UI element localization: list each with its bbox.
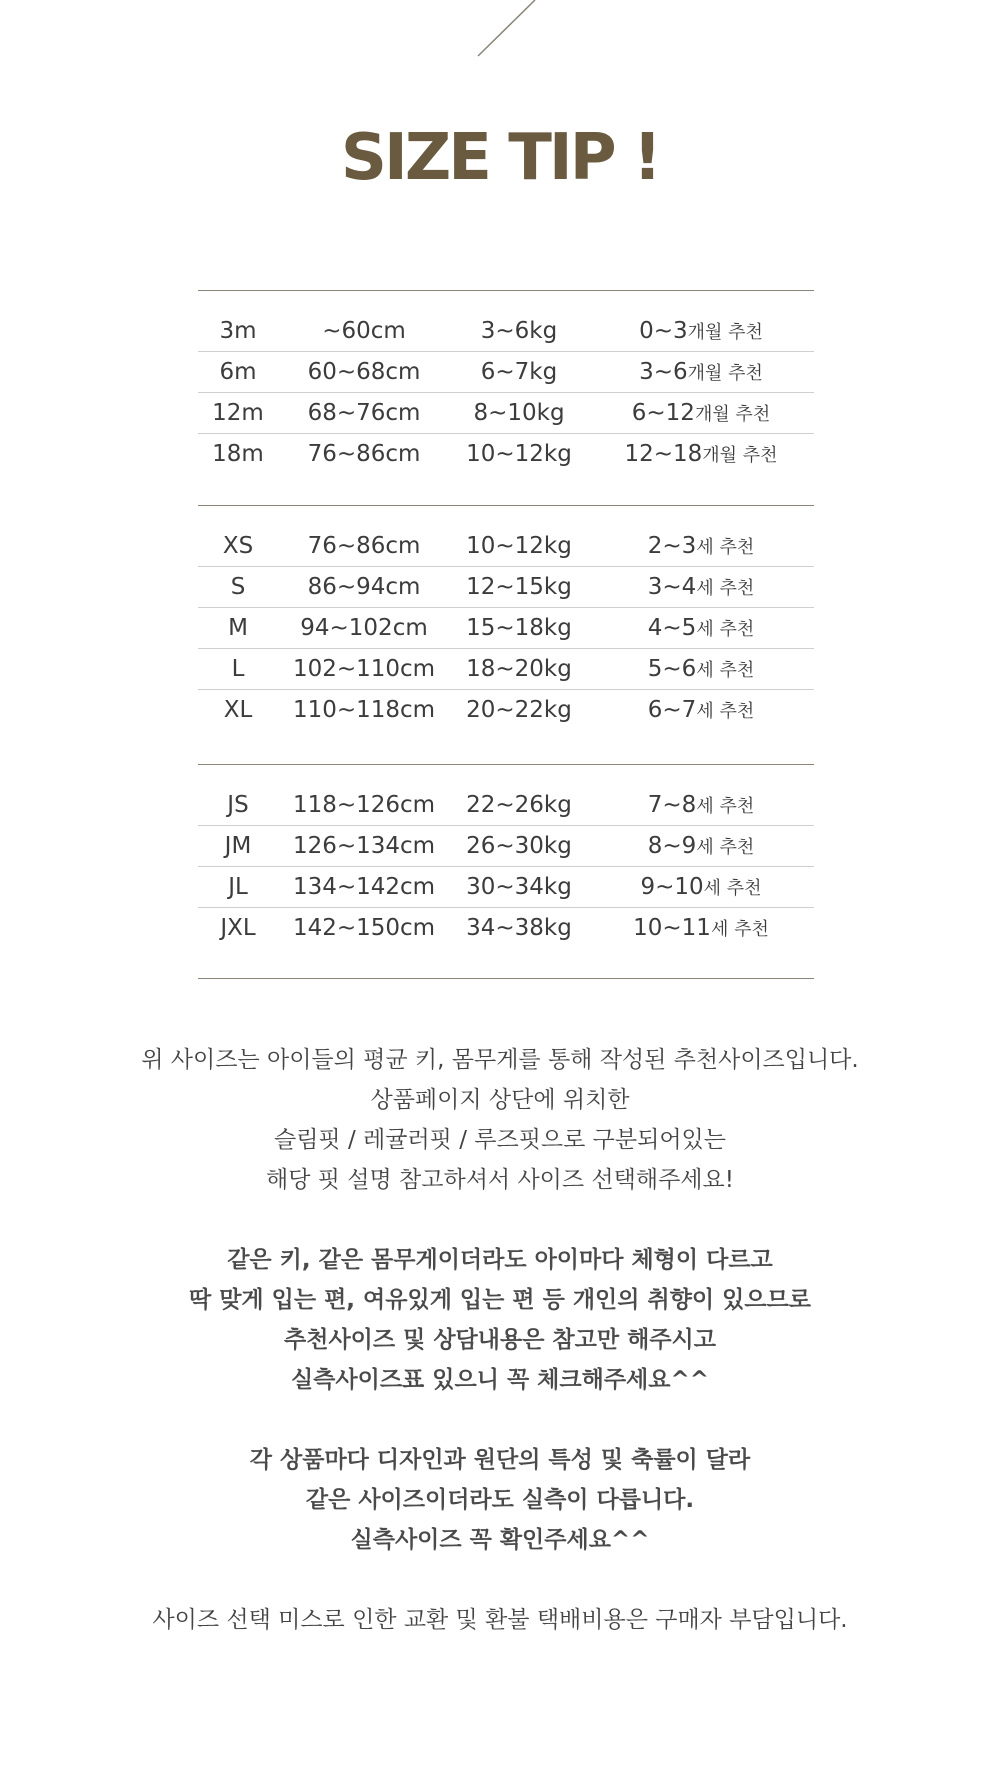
age-suffix: 세 추천 (703, 878, 762, 899)
weight-range: 6~7kg (480, 359, 558, 385)
table-bottom-rule (198, 978, 814, 979)
note-paragraph-measurement (0, 1440, 1000, 1560)
height-range: 142~150cm (292, 915, 436, 941)
size-row (198, 393, 814, 434)
size-row (198, 785, 814, 826)
height-range: 110~118cm (292, 697, 436, 723)
age-recommendation (588, 533, 814, 559)
note-line: 실측사이즈 꼭 확인주세요^^ (350, 1527, 650, 1553)
age-suffix: 세 추천 (696, 660, 755, 681)
size-label: 18m (212, 441, 264, 467)
size-label: JXL (220, 915, 256, 941)
note-line: 위 사이즈는 아이들의 평균 키, 몸무게를 통해 작성된 추천사이즈입니다. (141, 1047, 859, 1073)
weight-range: 34~38kg (466, 915, 572, 941)
age-suffix: 세 추천 (696, 537, 755, 558)
height-range: 76~86cm (307, 533, 421, 559)
size-label: XS (222, 533, 254, 559)
note-line: 각 상품마다 디자인과 원단의 특성 및 축률이 달라 (249, 1447, 751, 1473)
page-title: SIZE TIP ! (340, 121, 660, 195)
note-line: 딱 맞게 입는 편, 여유있게 입는 편 등 개인의 취향이 있으므로 (188, 1287, 812, 1313)
size-label: L (231, 656, 245, 682)
age-range: 3~6 (639, 359, 688, 385)
note-paragraph-body-type (0, 1240, 1000, 1400)
age-suffix: 세 추천 (696, 578, 755, 599)
age-range: 6~7 (647, 697, 697, 723)
size-label: JS (227, 792, 249, 818)
size-row (198, 826, 814, 867)
age-recommendation (588, 359, 814, 385)
size-row (198, 526, 814, 567)
age-recommendation (588, 318, 814, 344)
size-row (198, 567, 814, 608)
age-range: 3~4 (647, 574, 697, 600)
size-table (198, 290, 814, 474)
age-range: 0~3 (639, 318, 688, 344)
age-range: 7~8 (647, 792, 697, 818)
weight-range: 10~12kg (466, 533, 572, 559)
size-group-kids (198, 505, 814, 730)
decorative-diagonal-line (0, 0, 1000, 60)
age-recommendation (588, 615, 814, 641)
size-row (198, 608, 814, 649)
age-suffix: 세 추천 (696, 619, 755, 640)
note-line: 해당 핏 설명 참고하셔서 사이즈 선택해주세요! (266, 1167, 734, 1193)
note-paragraph-return-policy (0, 1600, 1000, 1640)
age-range: 10~11 (633, 915, 711, 941)
size-table-junior (198, 764, 814, 948)
age-recommendation (588, 441, 814, 467)
size-label: S (230, 574, 246, 600)
note-line: 실측사이즈표 있으니 꼭 체크해주세요^^ (290, 1367, 710, 1393)
age-suffix: 개월 추천 (687, 322, 763, 343)
height-range: ~60cm (322, 318, 406, 344)
height-range: 118~126cm (292, 792, 436, 818)
size-row (198, 352, 814, 393)
size-row (198, 867, 814, 908)
age-recommendation (588, 656, 814, 682)
age-recommendation (588, 874, 814, 900)
height-range: 134~142cm (292, 874, 436, 900)
size-notes (0, 1040, 1000, 1640)
age-recommendation (588, 400, 814, 426)
size-label: JM (224, 833, 252, 859)
size-group-junior (198, 764, 814, 948)
weight-range: 18~20kg (466, 656, 572, 682)
age-suffix: 개월 추천 (687, 363, 763, 384)
age-suffix: 세 추천 (696, 701, 755, 722)
size-row (198, 434, 814, 474)
size-label: JL (228, 874, 248, 900)
height-range: 102~110cm (292, 656, 436, 682)
weight-range: 20~22kg (466, 697, 572, 723)
age-recommendation (588, 915, 814, 941)
size-label: 6m (219, 359, 257, 385)
note-line: 추천사이즈 및 상담내용은 참고만 해주시고 (284, 1327, 716, 1353)
age-recommendation (588, 792, 814, 818)
age-range: 2~3 (647, 533, 697, 559)
age-range: 8~9 (647, 833, 697, 859)
age-range: 9~10 (640, 874, 704, 900)
size-label: XL (223, 697, 253, 723)
age-suffix: 세 추천 (710, 919, 769, 940)
weight-range: 22~26kg (466, 792, 572, 818)
age-suffix: 세 추천 (696, 796, 755, 817)
height-range: 68~76cm (307, 400, 421, 426)
age-recommendation (588, 697, 814, 723)
age-range: 12~18 (624, 441, 703, 467)
age-range: 6~12 (631, 400, 695, 426)
age-range: 4~5 (647, 615, 697, 641)
note-paragraph-recommendation (0, 1040, 1000, 1200)
size-row (198, 649, 814, 690)
note-line: 상품페이지 상단에 위치한 (370, 1087, 630, 1113)
weight-range: 15~18kg (466, 615, 572, 641)
weight-range: 10~12kg (466, 441, 572, 467)
note-line: 같은 키, 같은 몸무게이더라도 아이마다 체형이 다르고 (227, 1247, 773, 1273)
size-label: 3m (219, 318, 257, 344)
height-range: 126~134cm (292, 833, 436, 859)
weight-range: 3~6kg (480, 318, 558, 344)
age-suffix: 세 추천 (696, 837, 755, 858)
note-line: 같은 사이즈이더라도 실측이 다릅니다. (305, 1487, 695, 1513)
age-recommendation (588, 833, 814, 859)
height-range: 76~86cm (307, 441, 421, 467)
age-recommendation (588, 574, 814, 600)
weight-range: 12~15kg (466, 574, 572, 600)
size-label: M (228, 615, 248, 641)
weight-range: 8~10kg (473, 400, 565, 426)
size-table-kids (198, 505, 814, 730)
size-row (198, 311, 814, 352)
size-group-infant (198, 290, 814, 474)
height-range: 86~94cm (307, 574, 421, 600)
height-range: 94~102cm (300, 615, 428, 641)
size-row (198, 690, 814, 730)
age-suffix: 개월 추천 (694, 404, 771, 425)
size-label: 12m (212, 400, 264, 426)
note-line: 사이즈 선택 미스로 인한 교환 및 환불 택배비용은 구매자 부담입니다. (152, 1607, 848, 1633)
height-range: 60~68cm (307, 359, 421, 385)
size-row (198, 908, 814, 948)
age-suffix: 개월 추천 (702, 445, 778, 466)
weight-range: 30~34kg (466, 874, 572, 900)
age-range: 5~6 (647, 656, 697, 682)
weight-range: 26~30kg (466, 833, 572, 859)
note-line: 슬림핏 / 레귤러핏 / 루즈핏으로 구분되어있는 (274, 1127, 726, 1153)
